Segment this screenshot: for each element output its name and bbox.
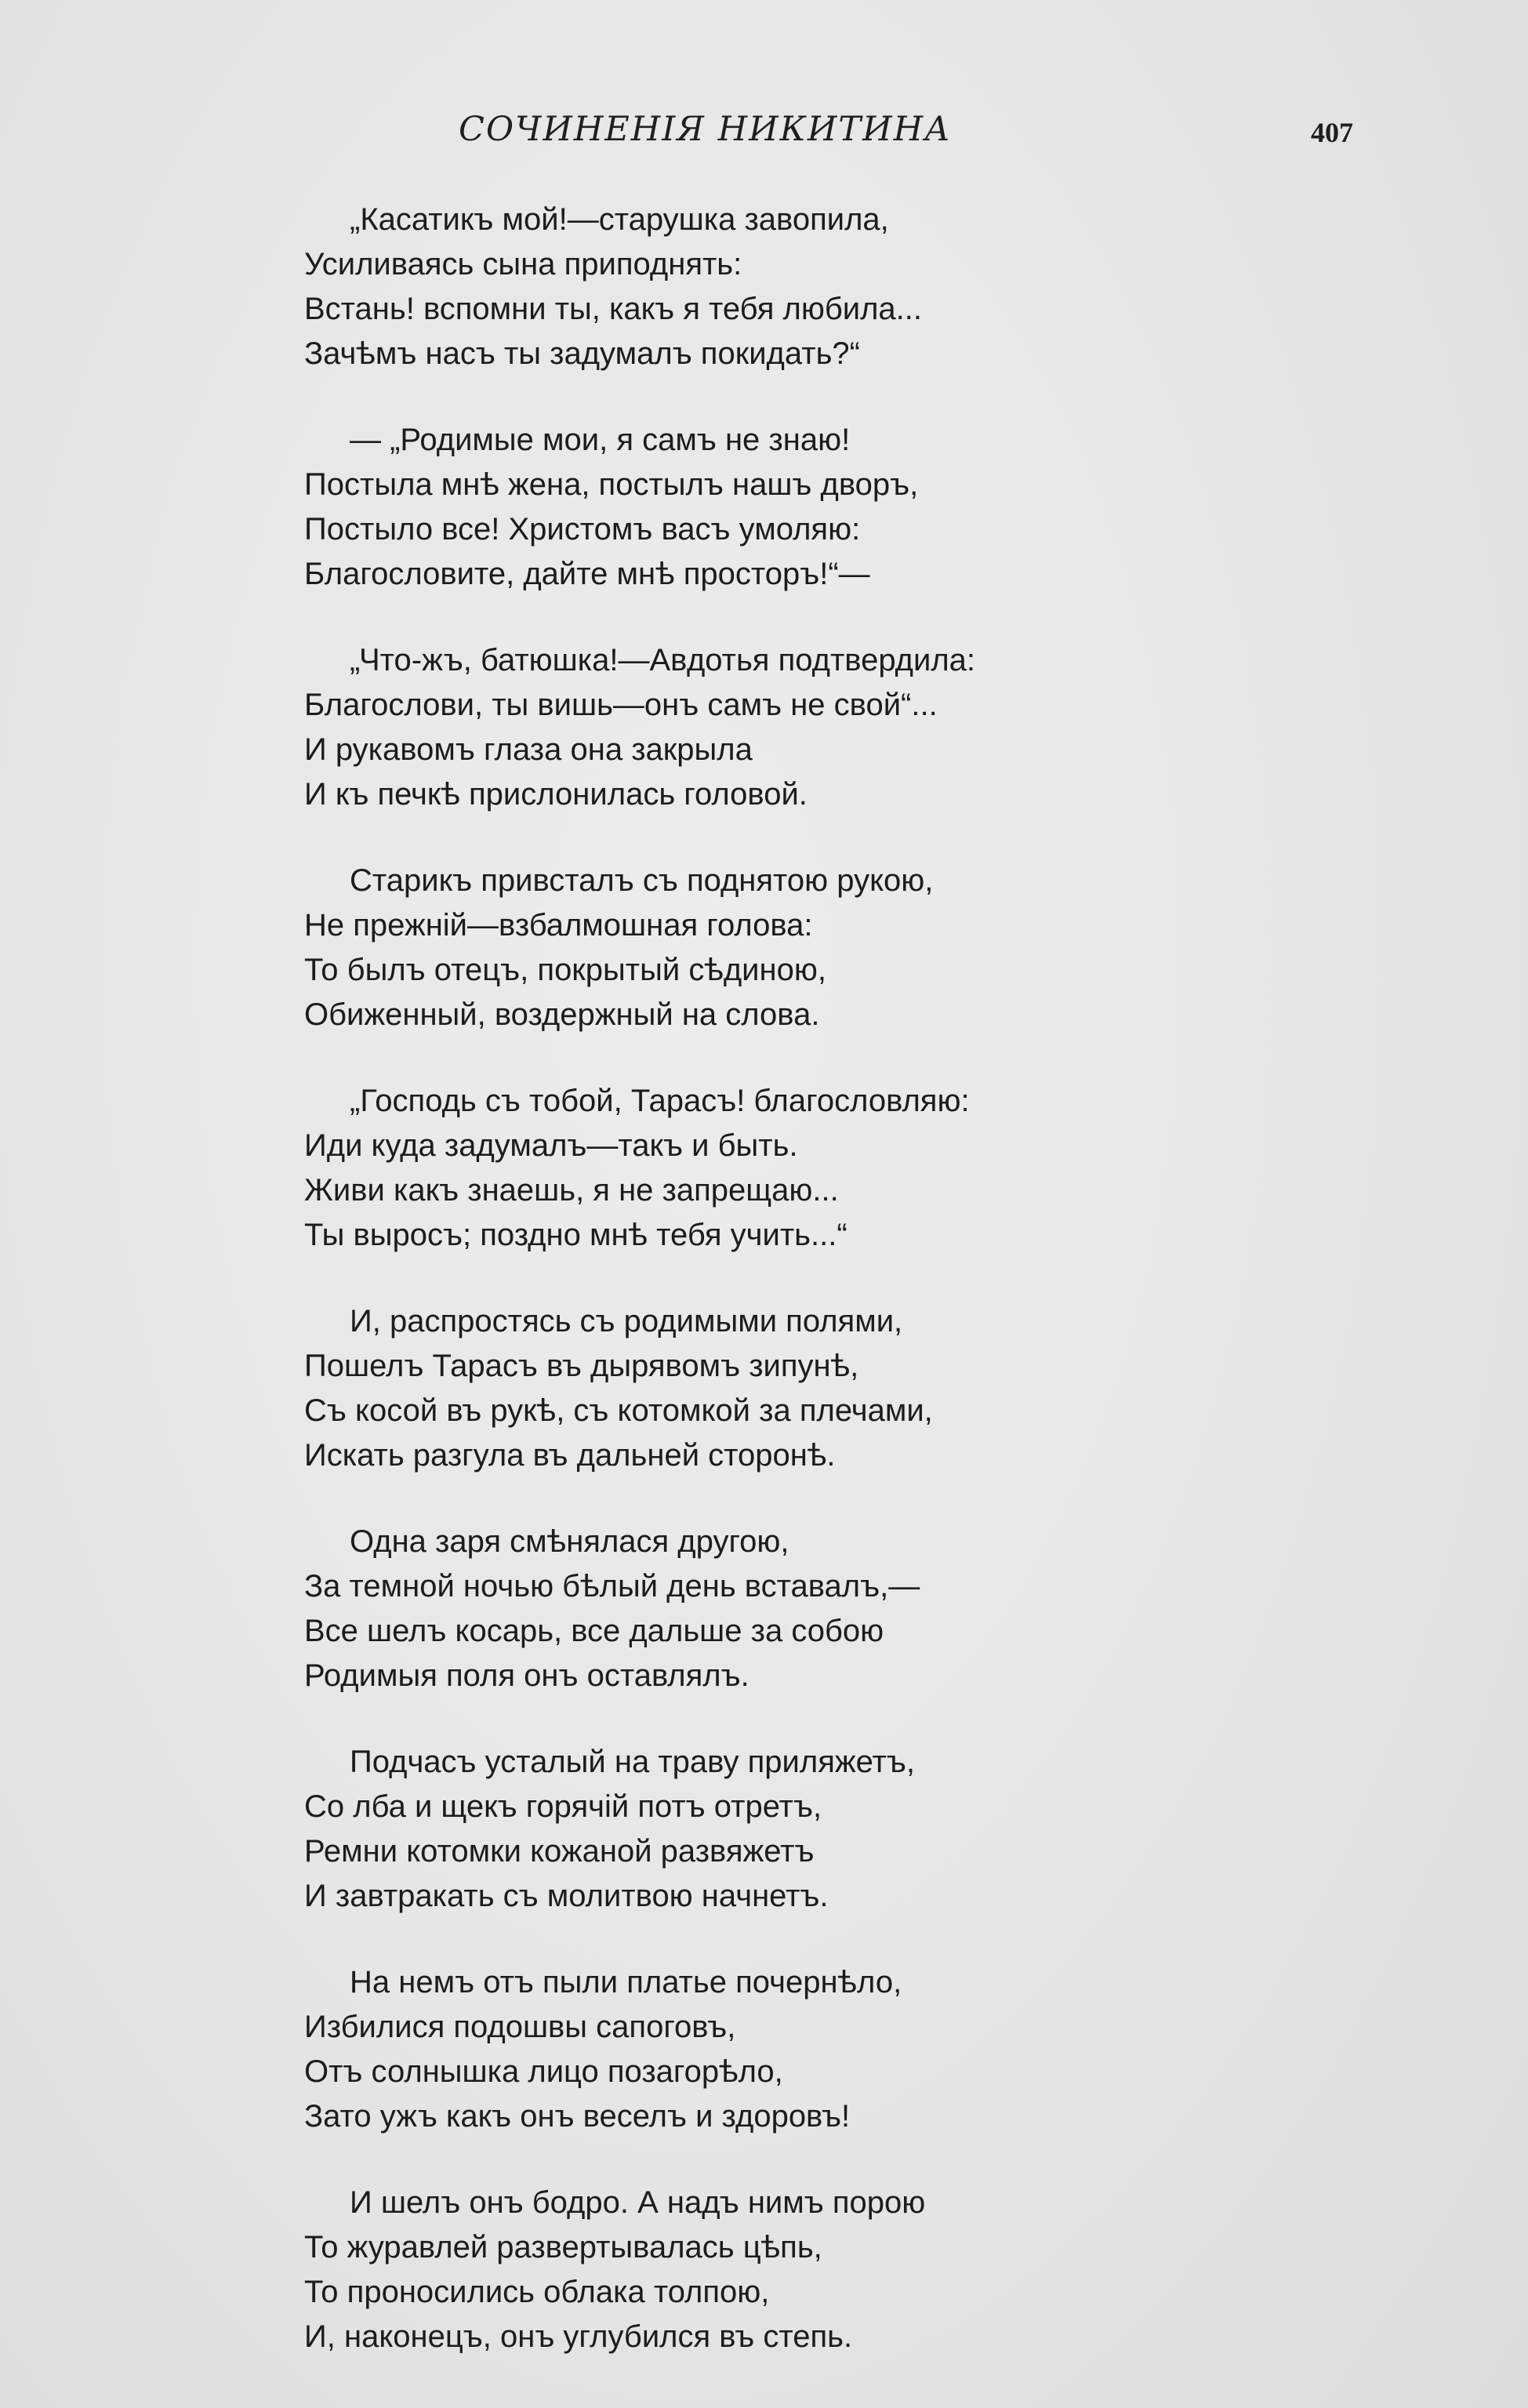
- verse-line: Съ косой въ рукѣ, съ котомкой за плечами,: [304, 1393, 933, 1428]
- verse-line: Ремни котомки кожаной развяжетъ: [304, 1834, 815, 1869]
- verse-line: Ты выросъ; поздно мнѣ тебя учить...“: [304, 1218, 847, 1252]
- verse-line: Обиженный, воздержный на слова.: [304, 997, 820, 1032]
- verse-line: Не прежній—взбалмошная голова:: [304, 908, 813, 942]
- verse-line: И шелъ онъ бодро. А надъ нимъ порою: [350, 2185, 926, 2220]
- verse-line: „Касатикъ мой!—старушка завопила,: [350, 202, 889, 237]
- stanza: [304, 638, 1433, 817]
- verse-line: И къ печкѣ прислонилась головой.: [304, 777, 808, 812]
- verse-line: Встань! вспомни ты, какъ я тебя любила...: [304, 292, 923, 326]
- verse-line: И рукавомъ глаза она закрыла: [304, 732, 753, 767]
- verse-line: Живи какъ знаешь, я не запрещаю...: [304, 1173, 839, 1208]
- verse-line: На немъ отъ пыли платье почернѣло,: [350, 1965, 902, 1999]
- verse-line: Подчасъ усталый на траву приляжетъ,: [350, 1745, 915, 1779]
- verse-line: Усиливаясь сына приподнять:: [304, 247, 742, 281]
- running-head-title: СОЧИНЕНІЯ НИКИТИНА: [459, 110, 952, 149]
- verse-line: Все шелъ косарь, все дальше за собою: [304, 1614, 884, 1648]
- verse-line: И, наконецъ, онъ углубился въ степь.: [304, 2319, 853, 2354]
- verse-line: Искать разгула въ дальней сторонѣ.: [304, 1438, 836, 1473]
- verse-line: Старикъ привсталъ съ поднятою рукою,: [350, 863, 934, 898]
- verse-line: Зачѣмъ насъ ты задумалъ покидать?“: [304, 336, 860, 371]
- verse-line: „Что-жъ, батюшка!—Авдотья подтвердила:: [350, 643, 976, 677]
- verse-line: То былъ отецъ, покрытый сѣдиною,: [304, 953, 826, 987]
- verse-line: Постыло все! Христомъ васъ умоляю:: [304, 512, 861, 547]
- verse-line: Отъ солнышка лицо позагорѣло,: [304, 2054, 783, 2089]
- verse-line: Благослови, ты вишь—онъ самъ не свой“...: [304, 688, 938, 722]
- page-number: 407: [1311, 117, 1353, 148]
- stanza: [304, 1740, 1433, 1919]
- stanza: [304, 859, 1433, 1037]
- stanza: [304, 418, 1433, 597]
- verse-line: Зато ужъ какъ онъ веселъ и здоровъ!: [304, 2099, 851, 2134]
- verse-line: Родимыя поля онъ оставлялъ.: [304, 1658, 749, 1693]
- verse-line: Избилися подошвы сапоговъ,: [304, 2010, 736, 2044]
- verse-line: Со лба и щекъ горячій потъ отретъ,: [304, 1789, 822, 1824]
- verse-line: За темной ночью бѣлый день вставалъ,—: [304, 1569, 920, 1604]
- stanza: [304, 198, 1433, 376]
- verse-line: И завтракать съ молитвою начнетъ.: [304, 1879, 829, 1913]
- stanza: [304, 1520, 1433, 1698]
- stanza: [304, 1960, 1433, 2139]
- poem-body: [304, 198, 1433, 2401]
- verse-line: — „Родимые мои, я самъ не знаю!: [350, 423, 851, 457]
- verse-line: Пошелъ Тарасъ въ дырявомъ зипунѣ,: [304, 1349, 859, 1383]
- verse-line: Одна заря смѣнялася другою,: [350, 1524, 789, 1559]
- verse-line: „Господь съ тобой, Тарасъ! благословляю:: [350, 1084, 970, 1118]
- stanza: [304, 1299, 1433, 1478]
- stanza: [304, 1079, 1433, 1258]
- verse-line: То проносились облака толпою,: [304, 2275, 770, 2309]
- verse-line: То журавлей развертывалась цѣпь,: [304, 2230, 822, 2265]
- verse-line: Благословите, дайте мнѣ просторъ!“—: [304, 557, 870, 591]
- verse-line: Постыла мнѣ жена, постылъ нашъ дворъ,: [304, 467, 919, 502]
- stanza: [304, 2181, 1433, 2359]
- verse-line: Иди куда задумалъ—такъ и быть.: [304, 1128, 798, 1163]
- verse-line: И, распростясь съ родимыми полями,: [350, 1304, 903, 1338]
